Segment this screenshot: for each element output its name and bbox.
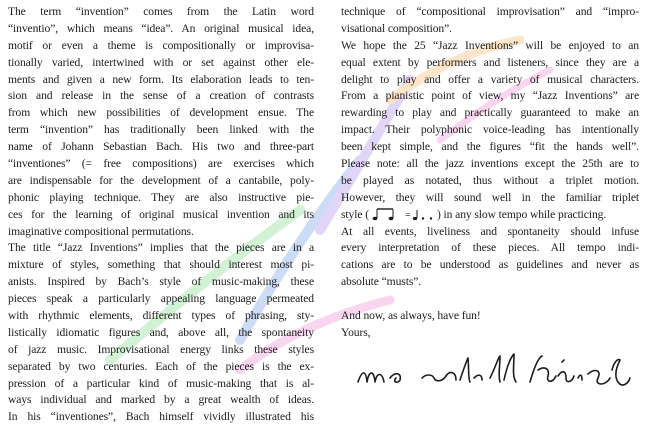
right-line: visational composition”.	[341, 21, 452, 35]
left-line: phonic playing technique. They are also instructive pie-	[8, 190, 314, 204]
left-line: with rhythmic elements, different types of phrasing, sty-	[8, 309, 314, 323]
left-line: “inventio”, which means “idea”. An original musical idea,	[8, 21, 314, 35]
left-line: separated by two centuries. Each of the pieces is the ex-	[8, 359, 314, 373]
left-line: ways individual and marked by a great wealth of ideas.	[8, 393, 314, 407]
left-line: pression of a particular kind of music-making that is al-	[8, 376, 314, 390]
right-line: Please note: all the jazz inventions except the 25th are to	[341, 157, 639, 171]
triplet-style-line	[341, 207, 639, 224]
svg-text:=: =	[404, 209, 411, 221]
right-line: However, they will sound well in the familiar triplet	[341, 190, 639, 204]
left-line: from which new possibilities of development ensue. The	[8, 106, 314, 120]
left-line: motif or even a theme is compositionally or improvisa-	[8, 38, 314, 52]
left-line: tionally varied, intertwined with or set against other ele-	[8, 55, 314, 69]
right-line: We hope the 25 “Jazz Inventions” will be enjoyed to an	[341, 38, 639, 52]
left-line: are indispensable for the development of a cantabile, poly-	[8, 173, 314, 187]
triplet-rhythm-figure-icon	[371, 207, 435, 221]
right-line: impact. Their polyphonic voice-leading has intentionally	[341, 123, 639, 137]
right-line: delight to play and offer a variety of musical characters.	[341, 72, 639, 86]
right-line: At all events, liveliness and spontaneity should infuse	[341, 224, 639, 238]
left-line: The term “invention” comes from the Latin word	[8, 5, 314, 18]
left-line: In his “inventiones”, Bach himself vividly illustrated his	[8, 410, 314, 424]
right-line: been kept simple, and the figures “fit the hands well”.	[341, 140, 639, 154]
left-line: The title “Jazz Inventions” implies that the pieces are in a	[8, 241, 314, 255]
left-line: “inventiones” (= free compositions) are exercises which	[8, 157, 314, 171]
right-line: rewarding to play and practically guaranteed to make an	[341, 106, 639, 120]
left-line: sion and release in the sense of a creation of contrasts	[8, 89, 314, 103]
left-line: name of Johann Sebastian Bach. His two and three-part	[8, 140, 314, 154]
right-line: be played as notated, thus without a triplet motion.	[341, 173, 639, 187]
left-line: listically idiomatic figures and, above all, the spontaneity	[8, 325, 314, 339]
left-line: of jazz music. Improvisational energy links these styles	[8, 342, 314, 356]
right-line: every interpretation of these pieces. All tempo indi-	[341, 241, 639, 255]
style-prefix: style (	[341, 207, 369, 221]
left-column	[8, 4, 314, 426]
left-line: imaginative compositional permutations.	[8, 224, 194, 238]
closing-line: And now, as always, have fun!	[341, 309, 481, 323]
left-line: term “invention” has traditionally been linked with the	[8, 123, 314, 137]
left-line: anists. Inspired by Bach’s style of music-making, these	[8, 275, 314, 289]
left-line: ments and given a new form. Its elaboration leads to ten-	[8, 72, 314, 86]
right-line: technique of “compositional improvisation” and “impro-	[341, 5, 639, 18]
left-line: mixture of styles, something that should interest most pi-	[8, 258, 314, 272]
style-suffix: ) in any slow tempo while practicing.	[436, 207, 607, 221]
sign-off: Yours,	[341, 325, 371, 339]
left-line: pieces speak a particularly appealing language permeated	[8, 292, 314, 306]
right-line: From a pianistic point of view, my “Jazz Inventions” are	[341, 89, 639, 103]
spacer	[341, 291, 639, 308]
right-line: cations are to be understood as guidelines and never as	[341, 258, 639, 272]
left-line: ces for the learning of original musical invention and its	[8, 207, 314, 221]
right-line: equal extent by performers and listeners, since they are a	[341, 55, 639, 69]
handwritten-signature	[352, 348, 637, 392]
right-line: absolute “musts”.	[341, 275, 422, 289]
right-column	[341, 4, 639, 342]
